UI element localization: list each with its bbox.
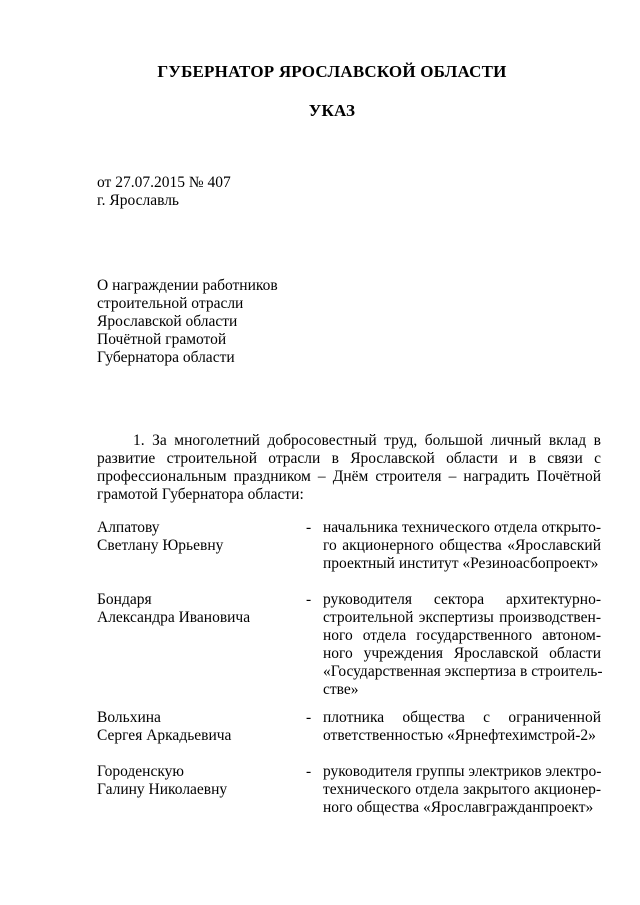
position-line: строительной экспертизы производствен- <box>323 609 601 626</box>
awardee-surname: Алпатову <box>97 519 160 536</box>
awardee-position <box>323 709 601 745</box>
document-type-heading: УКАЗ <box>308 101 356 120</box>
awardee-dash: - <box>306 763 312 780</box>
position-line: ответственностью «Ярнефтехимстрой-2» <box>323 727 596 744</box>
position-line: ного отдела государственного автоном- <box>323 627 601 644</box>
awardee-name: Александра Ивановича <box>97 609 251 626</box>
position-line: ного учреждения Ярославской области <box>323 645 601 662</box>
awardee-person <box>97 591 250 627</box>
position-line: «Государственная экспертиза в строитель- <box>323 663 603 680</box>
awardee-position <box>323 763 601 817</box>
awardee-name: Галину Николаевну <box>97 781 228 798</box>
subject-line: Почётной грамотой <box>97 331 227 348</box>
awardee-dash: - <box>306 519 312 536</box>
position-line: стве» <box>323 681 359 698</box>
awardee-dash: - <box>306 591 312 608</box>
position-line: технического отдела закрытого акционер- <box>323 781 601 798</box>
awardee-surname: Вольхина <box>97 709 161 726</box>
awardee-surname: Бондаря <box>97 591 152 608</box>
position-line: начальника технического отдела открыто- <box>323 519 601 536</box>
subject-line: О награждении работников <box>97 277 278 294</box>
city-line: г. Ярославль <box>97 192 179 209</box>
position-line: плотника общества с ограниченной <box>323 709 601 726</box>
awardee-person <box>97 763 227 799</box>
awardee-name: Светлану Юрьевну <box>97 537 224 554</box>
document-subject <box>97 277 278 367</box>
awardee-position <box>323 591 601 699</box>
subject-line: Губернатора области <box>97 349 235 366</box>
awardee-dash: - <box>306 709 312 726</box>
position-line: го акционерного общества «Ярославский <box>323 537 601 554</box>
position-line: руководителя группы электриков электро- <box>323 763 602 780</box>
date-number-line: от 27.07.2015 № 407 <box>97 174 231 191</box>
position-line: проектный институт «Резиноасбопроект» <box>323 555 599 572</box>
awardee-surname: Городенскую <box>97 763 184 780</box>
paragraph-1: 1. За многолетний добросовестный труд, большой личный вклад в развитие строительной отрасли в Ярославской области и в связи с профессиональным праздником – Днём строителя – наградить Почётной грамотой Губернатора области: <box>97 432 601 503</box>
position-line: руководителя сектора архитектурно- <box>323 591 601 608</box>
awardee-person <box>97 709 231 745</box>
issuing-authority-heading: ГУБЕРНАТОР ЯРОСЛАВСКОЙ ОБЛАСТИ <box>157 62 507 81</box>
position-line: ного общества «Ярославгражданпроект» <box>323 799 594 816</box>
subject-line: Ярославской области <box>97 313 238 330</box>
awardee-person <box>97 519 223 555</box>
subject-line: строительной отрасли <box>97 295 244 312</box>
awardee-name: Сергея Аркадьевича <box>97 727 232 744</box>
awardee-position <box>323 519 601 573</box>
